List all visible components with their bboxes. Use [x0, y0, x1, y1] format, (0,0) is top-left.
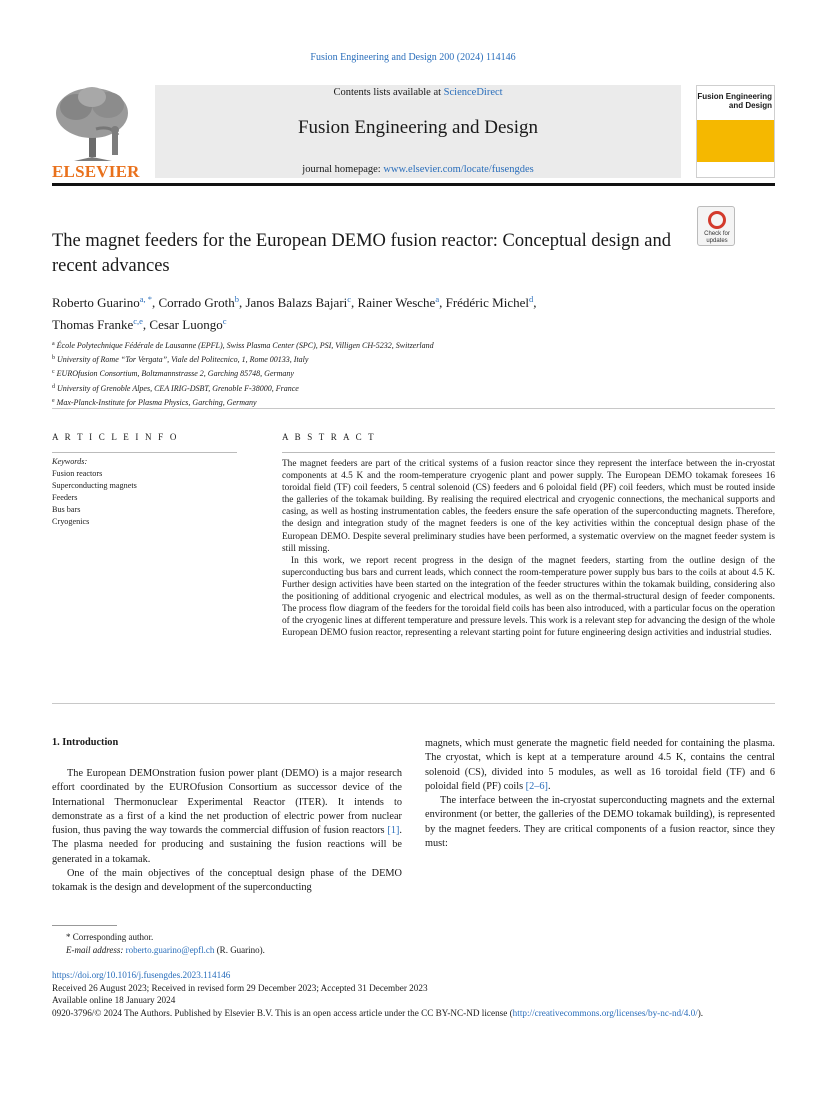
author-list: Roberto Guarino$^{a, *}$, Corrado Groth$^b$, Janos Balazs Bajari$^c$, Rainer Wesche$^a$, Frédéric Michel$^d$, Thomas Franke$^{c,e}$, Cesar Luongo$^c$	[52, 294, 537, 332]
author-affiliation-marker[interactable]: c,e	[133, 316, 143, 326]
cover-title-line1: Fusion Engineering	[697, 92, 772, 101]
author-affiliation-marker[interactable]: a, *	[139, 294, 153, 304]
badge-line1: Check for	[704, 231, 730, 237]
license-line: 0920-3796/© 2024 The Authors. Published by Elsevier B.V. This is an open access article under the CC BY-NC-ND license (http://creativecommons.org/licenses/by-nc-nd/4.0/).	[52, 1007, 704, 1018]
author-name: Roberto Guarino	[52, 295, 140, 310]
article-metadata	[52, 969, 775, 1019]
contents-line	[155, 87, 681, 98]
author-affiliation-marker[interactable]: d	[528, 294, 534, 304]
author-name: Frédéric Michel	[445, 295, 529, 310]
affiliation-item: $^e$ Max-Planck-Institute for Plasma Physics, Garching, Germany	[52, 397, 257, 407]
contents-prefix: Contents lists available at	[333, 87, 444, 98]
article-info-heading: A R T I C L E I N F O	[52, 432, 179, 442]
license-link[interactable]: http://creativecommons.org/licenses/by-nc-nd/4.0/	[512, 1007, 698, 1018]
footnote	[52, 931, 775, 957]
journal-homepage	[155, 164, 681, 175]
keyword-item: Feeders	[52, 493, 78, 502]
date-available: Available online 18 January 2024	[52, 995, 176, 1006]
sciencedirect-link[interactable]: ScienceDirect	[443, 87, 503, 98]
intro-paragraph-2: One of the main objectives of the conceptual design phase of the DEMO tokamak is the design and development of the superconducting	[52, 868, 402, 894]
affiliation-item: $^a$ École Polytechnique Fédérale de Lausanne (EPFL), Swiss Plasma Center (SPC), PSI, Villigen CH-5232, Switzerland	[52, 341, 434, 350]
affiliation-item: $^c$ EUROfusion Consortium, Boltzmannstrasse 2, Garching 85748, Germany	[52, 369, 294, 379]
body-column-right	[425, 737, 775, 851]
author-name: Cesar Luongo	[149, 317, 223, 332]
citation-link[interactable]: [1]	[387, 825, 400, 837]
doi-link[interactable]: https://doi.org/10.1016/j.fusengdes.2023.114146	[52, 970, 231, 980]
abstract-text	[282, 458, 775, 639]
cover-color-block	[697, 120, 775, 162]
author-name: Corrado Groth	[158, 295, 235, 310]
homepage-prefix: journal homepage:	[302, 164, 384, 175]
check-for-updates-badge[interactable]	[697, 206, 735, 246]
author-affiliation-marker[interactable]: a	[435, 294, 440, 304]
affiliation-item: $^b$ University of Rome “Tor Vergata”, Viale del Politecnico, 1, Rome 00133, Italy	[52, 355, 309, 365]
keyword-item: Cryogenics	[52, 517, 90, 526]
corresponding-author-note: * Corresponding author.	[66, 932, 154, 942]
keyword-item: Bus bars	[52, 505, 81, 514]
homepage-link[interactable]: www.elsevier.com/locate/fusengdes	[383, 164, 534, 175]
journal-reference[interactable]: Fusion Engineering and Design 200 (2024) 114146	[310, 52, 516, 63]
article-title: The magnet feeders for the European DEMO fusion reactor: Conceptual design and recent advances	[52, 231, 672, 276]
keywords-block	[52, 456, 252, 528]
author-affiliation-marker[interactable]: c	[347, 294, 352, 304]
keywords-label: Keywords:	[52, 457, 88, 466]
intro-paragraph-4: The interface between the in-cryostat superconducting magnets and the external environment (or better, the galleries of the DEMO tokamak building), is represented by the magnet feeders. They are critical components of a fusion reactor, since they must:	[425, 795, 775, 850]
keyword-item: Superconducting magnets	[52, 481, 137, 490]
section-heading-introduction: 1. Introduction	[52, 737, 119, 748]
email-line: E-mail address: roberto.guarino@epfl.ch (R. Guarino).	[66, 945, 265, 955]
affiliation-rule	[52, 408, 775, 409]
footnote-rule	[52, 925, 117, 926]
abstract-paragraph-2: In this work, we report recent progress in the design of the magnet feeders, starting from the outline design of the superconducting bus bars and current leads, which connect the room-temperature power supply bus bars to the coils at about 4.5 K. Further design activities have been started on the integration of the feeder structures within the tokamak building, considering also the positioning of additional cryogenic and electrical modules, as well as on the thermal-structural design of feeder components. The process flow diagram of the feeders for the toroidal field coils has been also introduced, with a particular focus on the operation of the cryogenic lines at different temperature and pressure levels. This work is a relevant step for advancing the design of the whole European DEMO fusion reactor, representing a relevant starting point for future engineering design activities and industrial studies.	[282, 555, 775, 639]
abstract-bottom-rule	[52, 703, 775, 704]
keyword-item: Fusion reactors	[52, 469, 103, 478]
keywords-rule	[52, 452, 237, 453]
author-name: Rainer Wesche	[357, 295, 436, 310]
affiliations	[52, 338, 772, 409]
citation-link[interactable]: [2–6]	[525, 780, 548, 792]
journal-title: Fusion Engineering and Design	[297, 117, 539, 138]
email-link[interactable]: roberto.guarino@epfl.ch	[125, 945, 215, 955]
journal-cover-thumbnail[interactable]	[696, 85, 775, 178]
intro-paragraph-1: The European DEMOnstration fusion power plant (DEMO) is a major research effort coordinated by the EUROfusion Consortium as successor device of the International Thermonuclear Experimental Reactor (ITER). It intends to demonstrate as a first of a kind the net production of electric power from nuclear fusion, thus paving the way towards the commercial diffusion of fusion reactors [1]. The plasma needed for producing and sustaining the fusion reactions will be generated in a tokamak.	[52, 768, 402, 865]
dates-received: Received 26 August 2023; Received in revised form 29 December 2023; Accepted 31 December 2023	[52, 982, 428, 993]
abstract-rule	[282, 452, 775, 453]
abstract-heading: A B S T R A C T	[282, 432, 376, 442]
publisher-wordmark: ELSEVIER	[52, 162, 140, 181]
author-name: Thomas Franke	[52, 317, 134, 332]
author-affiliation-marker[interactable]: b	[234, 294, 239, 304]
affiliation-item: $^d$ University of Grenoble Alpes, CEA IRIG-DSBT, Grenoble F-38000, France	[52, 383, 299, 393]
cover-title-line2: and Design	[728, 101, 772, 110]
check-updates-icon	[708, 211, 726, 229]
author-name: Janos Balazs Bajari	[245, 295, 348, 310]
body-column-left	[52, 767, 402, 896]
intro-paragraph-3: magnets, which must generate the magnetic field needed for containing the plasma. The cryostat, which is kept at a temperature around 4.5 K, contains the central solenoid (CS), divided into 5 modules, as well as 16 toroidal field (TF) and 6 poloidal field (PF) coils [2–6].	[425, 738, 775, 792]
author-affiliation-marker[interactable]: c	[222, 316, 227, 326]
abstract-paragraph-1: The magnet feeders are part of the critical systems of a fusion reactor since they represent the interface between the in-cryostat components at 4.5 K and the room-temperature cryogenic plant and power supply. The European DEMO tokamak foresees 16 toroidal field (TF) coil feeders, 5 central solenoid (CS) feeders and 6 poloidal field (PF) coil feeders, which must be routed inside the galleries of the tokamak building. By realising the required electrical and cryogenic connections, the mechanical supports and casing, as well as hosting instrumentation cables, the feeders ensure the safe operation of the superconducting magnets. Therefore, the design and integration study of the magnet feeders is one of the key activities within the conceptual design phase of the European DEMO. Despite several preliminary studies have been performed, a systematic overview on the magnet feeder system is still missing.	[282, 459, 775, 554]
badge-line2: updates	[706, 238, 728, 244]
header-rule	[52, 183, 775, 186]
